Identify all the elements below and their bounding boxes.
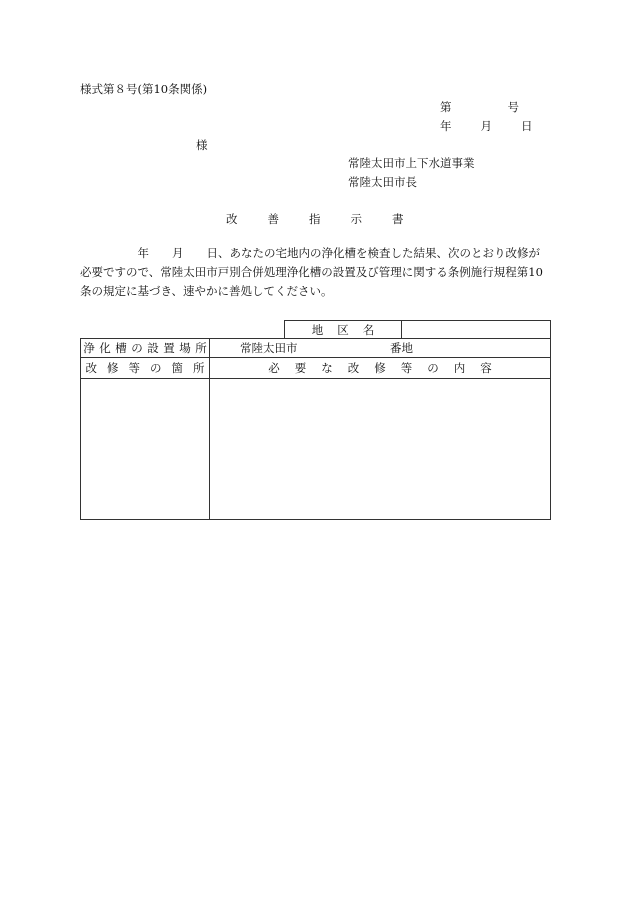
document-title: 改善指示書 [226, 212, 434, 226]
district-label: 地区名 [284, 320, 402, 339]
repair-place-label: 改修等の箇所 [80, 357, 210, 379]
location-value[interactable] [209, 338, 551, 358]
district-value[interactable] [401, 320, 551, 339]
form-number: 様式第８号(第10条関係) [80, 82, 208, 96]
body-line: 年 月 日、あなたの宅地内の浄化槽を検査した結果、次のとおり改修が [80, 246, 540, 260]
location-label: 浄化槽の設置場所 [80, 338, 210, 358]
body-line: 必要ですので、常陸太田市戸別合併処理浄化槽の設置及び管理に関する条例施行規程第10 [80, 265, 543, 279]
body-line: 条の規定に基づき、速やかに善処してください。 [80, 284, 333, 298]
issue-date: 年 月 日 [440, 119, 535, 133]
instruction-body [80, 244, 552, 301]
location-banchi: 番地 [390, 341, 413, 355]
repair-content-value[interactable] [209, 378, 551, 520]
issuer-organization: 常陸太田市上下水道事業 [348, 156, 475, 170]
issuer-title: 常陸太田市長 [348, 175, 417, 189]
document-number: 第 号 [440, 100, 521, 114]
repair-content-label: 必要な改修等の内容 [209, 357, 551, 379]
repair-place-value[interactable] [80, 378, 210, 520]
addressee-suffix: 様 [196, 138, 208, 152]
location-city: 常陸太田市 [240, 341, 298, 355]
